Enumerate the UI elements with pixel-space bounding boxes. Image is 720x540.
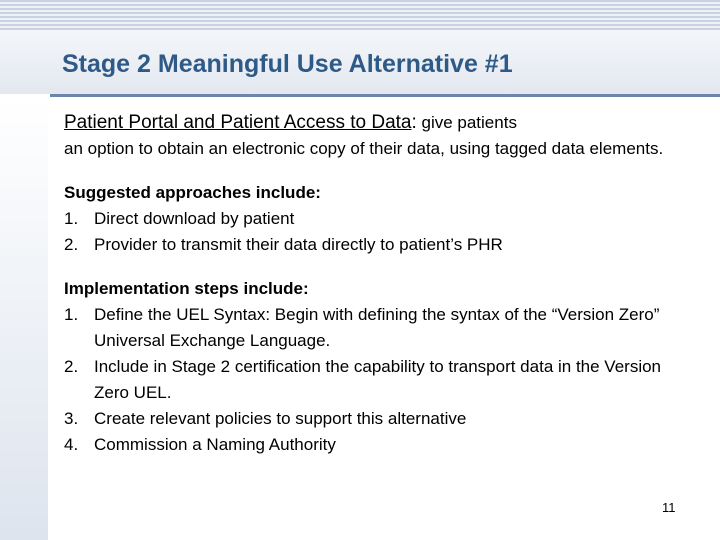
page-number: 11 [662,500,676,515]
list-text: Provider to transmit their data directly to patient’s PHR [94,235,503,254]
lead-colon: : [411,112,417,133]
list-text: Commission a Naming Authority [94,435,336,454]
slide-body [64,110,694,458]
list-number: 3. [64,409,79,428]
steps-list [64,302,694,458]
list-number: 2. [64,357,79,376]
lead-text-1: give patients [416,113,517,132]
approaches-list [64,206,694,258]
title-divider [50,94,720,97]
list-number: 1. [64,209,79,228]
list-item [64,406,694,432]
list-number: 4. [64,435,79,454]
lead-paragraph [64,110,694,162]
left-sidebar-gradient [0,97,48,540]
list-item [64,354,694,406]
lead-heading: Patient Portal and Patient Access to Data [64,112,412,133]
list-number: 2. [64,235,79,254]
list-text: Direct download by patient [94,209,295,228]
header-stripes [0,0,720,30]
list-text: Include in Stage 2 certification the capability to transport data in the Version Zero UEL. [94,357,662,402]
list-item [64,206,694,232]
steps-heading: Implementation steps include: [64,279,309,298]
list-item [64,432,694,458]
lead-text-2: an option to obtain an electronic copy of their data, using tagged data elements. [64,139,664,158]
list-text: Create relevant policies to support this alternative [94,409,467,428]
slide-title: Stage 2 Meaningful Use Alternative #1 [62,50,513,78]
list-number: 1. [64,305,79,324]
list-text: Define the UEL Syntax: Begin with defining the syntax of the “Version Zero” Universal Exchange Language. [94,305,660,350]
list-item [64,232,694,258]
list-item [64,302,694,354]
approaches-heading: Suggested approaches include: [64,183,321,202]
